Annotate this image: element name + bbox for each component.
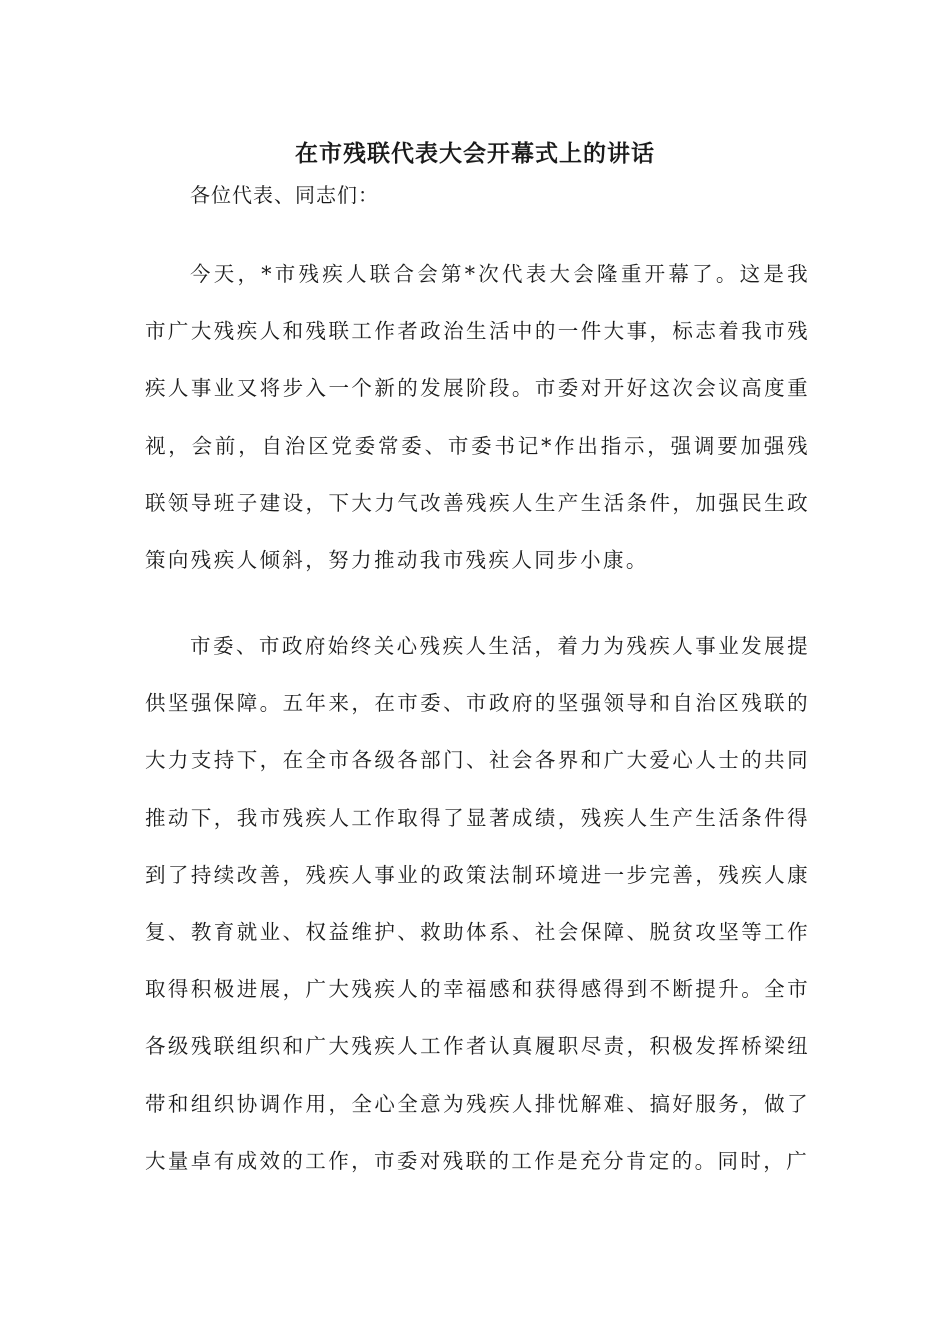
paragraph-1: 今天，*市残疾人联合会第*次代表大会隆重开幕了。这是我市广大残疾人和残联工作者政治生活中的一件大事，标志着我市残疾人事业又将步入一个新的发展阶段。市委对开好这次会议高度重视，会前，自治区党委常委、市委书记*作出指示，强调要加强残联领导班子建设，下大力气改善残疾人生产生活条件，加强民生政策向残疾人倾斜，努力推动我市残疾人同步小康。 (145, 262, 810, 573)
salutation: 各位代表、同志们： (190, 183, 379, 207)
paragraph-2: 市委、市政府始终关心残疾人生活，着力为残疾人事业发展提供坚强保障。五年来，在市委、市政府的坚强领导和自治区残联的大力支持下，在全市各级各部门、社会各界和广大爱心人士的共同推动下，我市残疾人工作取得了显著成绩，残疾人生产生活条件得到了持续改善，残疾人事业的政策法制环境进一步完善，残疾人康复、教育就业、权益维护、救助体系、社会保障、脱贫攻坚等工作取得积极进展，广大残疾人的幸福感和获得感得到不断提升。全市各级残联组织和广大残疾人工作者认真履职尽责，积极发挥桥梁纽带和组织协调作用，全心全意为残疾人排忧解难、搞好服务，做了大量卓有成效的工作，市委对残联的工作是充分肯定的。同时，广 (145, 634, 810, 1173)
document-title: 在市残联代表大会开幕式上的讲话 (295, 140, 655, 167)
